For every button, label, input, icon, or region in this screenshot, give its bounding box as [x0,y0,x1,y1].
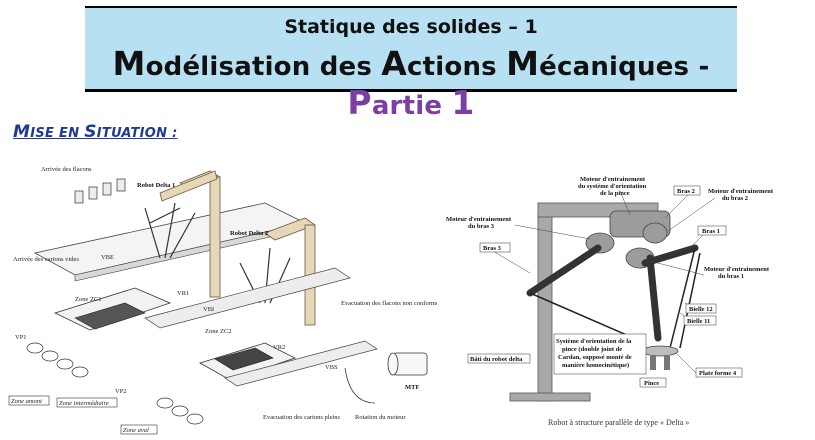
label-vr2: VR2 [273,344,286,351]
label-pince: Pince [644,380,660,387]
chapter-subtitle: Statique des solides – 1 [284,16,538,38]
label-vbs: VBS [325,364,338,371]
label-evac-flacons: Evacuation des flacons non conformes [341,300,437,307]
label-robot-delta-2: Robot Delta 2 [230,230,269,237]
title-part-2: ctions [407,52,507,82]
label-arrivee-cartons: Arrivée des cartons vides [13,256,79,263]
title-part-4: artie [371,91,452,121]
label-systeme-2: pince (double joint de [562,346,623,353]
label-arrivee-flacons-1: Arrivée des flacons [41,166,92,173]
label-zone-zc1: Zone ZC1 [75,296,102,303]
section-heading [13,122,178,142]
label-vbi: VBI [203,306,215,313]
label-vp2: VP2 [115,388,127,395]
label-moteur-bras2-1: Moteur d'entrainement [708,188,774,195]
title-banner [85,6,737,122]
label-bielle-11: Bielle 11 [687,318,711,325]
label-moteur-bras3-1: Moteur d'entrainement [446,216,512,223]
label-moteur-bras1-1: Moteur d'entrainement [704,266,770,273]
title-number: 1 [451,83,475,122]
title-initial-m2: M [506,44,540,83]
label-vbe: VBE [101,254,114,261]
title-initial-a: A [381,44,408,83]
label-zone-intermediaire: Zone intermédiaire [59,400,109,407]
label-moteur-bras2-2: du bras 2 [722,195,749,202]
title-initial-p: P [347,83,372,122]
label-bras-1: Bras 1 [702,228,720,235]
section-initial-m: M [13,122,31,142]
label-rotation-moteur: Rotation du moteur [355,414,406,421]
section-rest-2: ITUATION : [96,126,178,141]
production-line-figure [5,163,437,440]
label-mtf: MTF [405,384,420,391]
label-moteur-bras3-2: du bras 3 [468,223,495,230]
label-bielle-12: Bielle 12 [689,306,713,313]
label-moteur-bras1-2: du bras 1 [718,273,745,280]
label-vp1: VP1 [15,334,27,341]
label-systeme-1: Système d'orientation de la [556,338,632,345]
label-robot-delta-1: Robot Delta 1 [137,182,176,189]
chapter-title [85,44,737,122]
label-moteur-pince-3: de la pince [600,190,630,197]
label-plateforme: Plate forme 4 [699,370,737,377]
label-zone-aval: Zone aval [123,427,149,434]
title-part-1: odélisation des [145,52,382,82]
label-bati: Bâti du robot delta [470,356,523,363]
label-zone-zc2: Zone ZC2 [205,328,232,335]
section-rest-1: ISE EN [30,126,85,141]
label-zone-amont: Zone amont [11,398,42,405]
label-bras-2: Bras 2 [677,188,695,195]
label-vr1: VR1 [177,290,190,297]
label-bras-3: Bras 3 [483,245,501,252]
label-moteur-pince-1: Moteur d'entrainement [580,176,646,183]
section-initial-s: S [84,122,97,142]
label-evac-cartons: Evacuation des cartons pleins [263,414,341,421]
delta-robot-figure [440,163,812,420]
title-part-3: écaniques - [539,52,710,82]
label-systeme-3: Cardan, supposé monté de [558,354,632,361]
label-systeme-4: manière homocinétique) [562,362,630,369]
figure-caption: Robot à structure parallèle de type « Delta » [548,418,690,427]
label-moteur-pince-2: du système d'orientation [578,183,647,190]
title-initial-m: M [112,44,146,83]
